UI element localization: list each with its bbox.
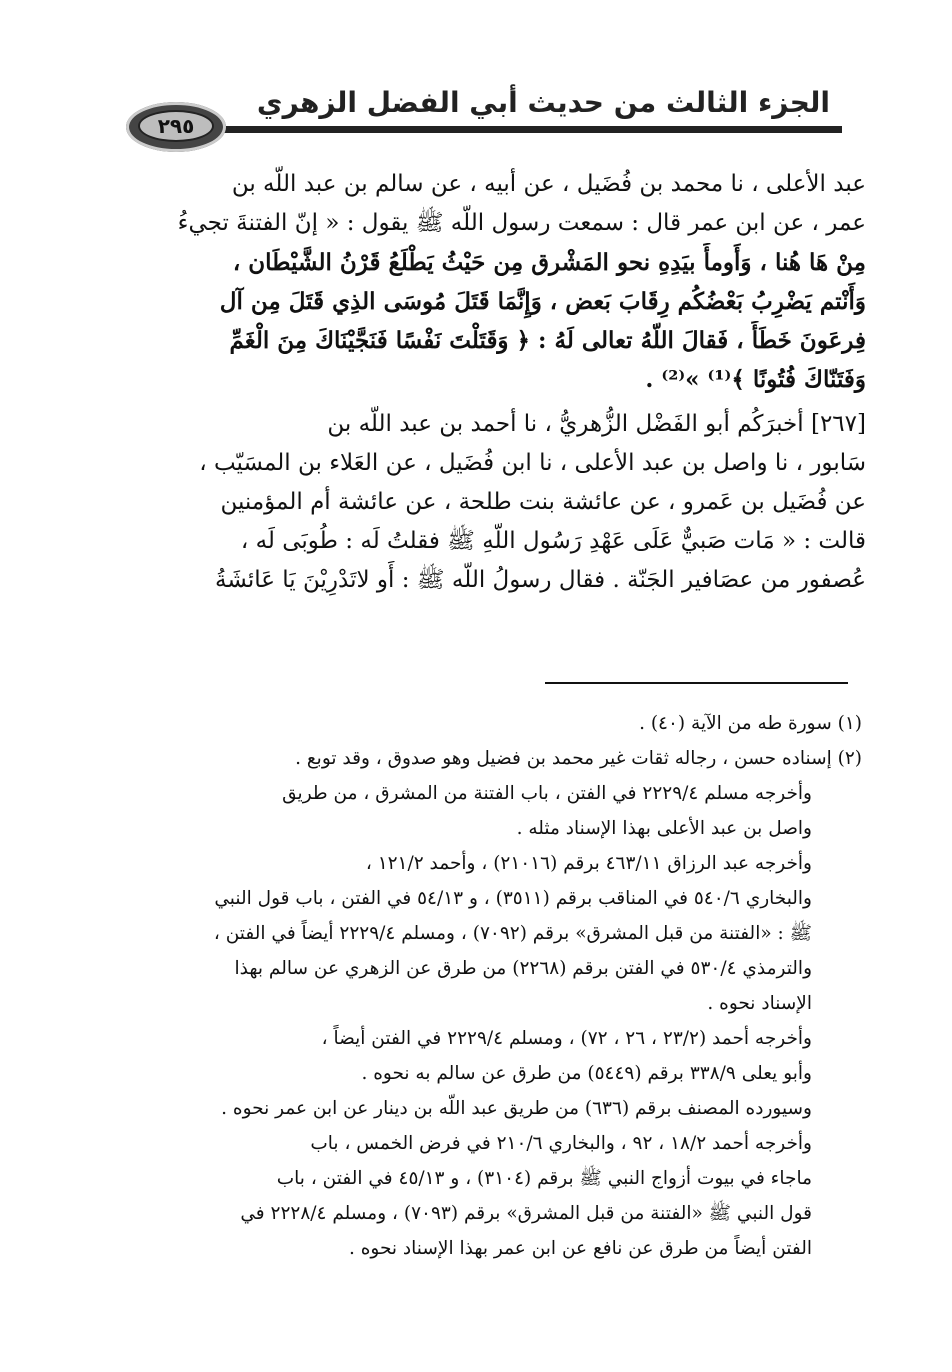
footnote-line: والبخاري ٥٤٠/٦ في المناقب برقم (٣٥١١) ، و ٥٤/١٣ في الفتن ، باب قول النبي [214, 888, 812, 909]
footnote-line: وأخرجه عبد الرزاق ٤٦٣/١١ برقم (٢١٠١٦) ، وأحمد ١٢١/٢ ، [365, 853, 812, 874]
hadith-text-line: وَأَنْتم يَضْرِبُ بَعْضُكُم رِقَابَ بَعض ، وَإِنَّمَا قَتَلَ مُوسَى الذِي قَتَلَ مِن آل [219, 288, 866, 315]
hadith-text-line: مِنْ هَا هُنا ، وَأَومأَ بيَدِهِ نحو المَشْرق مِن حَيْثُ يَطْلَعُ قَرْنُ الشَّيْطَان ، [232, 249, 866, 276]
hadith-text-line: وَفَتَنّاكَ فُتُونًا ﴾⁽¹⁾ »⁽²⁾ . [645, 366, 866, 393]
hadith-text-line: فِرعَونَ خَطَأً ، فَقالَ اللّهُ تعالى لَهُ : ﴿ وَقَتَلْتَ نَفْسًا فَنَجَّيْنَاكَ مِنَ الْغَمِّ [229, 327, 866, 354]
footnotes [90, 706, 862, 1266]
text-line: [٢٦٧] أخبرَكُم أبو الفَضْل الزُّهريُّ ، نا أحمد بن عبد اللّه بن [327, 411, 866, 437]
text-line: قالت : « مَات صَبيٌّ عَلَى عَهْدِ رَسُول اللّهِ ﷺ فقلتُ لَه : طُوبَى لَه ، [240, 528, 866, 554]
footnote-separator [545, 682, 848, 684]
footnote-line: وسيورده المصنف برقم (٦٣٦) من طريق عبد اللّه بن دينار عن ابن عمر نحوه . [221, 1098, 812, 1119]
text-line: عمر ، عن ابن عمر قال : سمعت رسول اللّه ﷺ يقول : « إنّ الفتنةَ تجيءُ [177, 210, 866, 236]
footnote-line: ماجاء في بيوت أزواج النبي ﷺ برقم (٣١٠٤) ، و ٤٥/١٣ في الفتن ، باب [276, 1168, 812, 1189]
text-line: عن فُضَيل بن عَمرو ، عن عائشة بنت طلحة ، عن عائشة أم المؤمنين [220, 489, 866, 515]
footnote-line: قول النبي ﷺ «الفتنة من قبل المشرق» برقم (٧٠٩٣) ، ومسلم ٢٢٢٨/٤ في [240, 1203, 812, 1224]
footnote-line: وأخرجه أحمد ١٨/٢ ، ٩٢ ، والبخاري ٢١٠/٦ في فرض الخمس ، باب [310, 1133, 812, 1154]
footnote-line: والترمذي ٥٣٠/٤ في الفتن برقم (٢٢٦٨) من طرق عن الزهري عن سالم بهذا [234, 958, 812, 979]
footnote-line: واصل بن عبد الأعلى بهذا الإسناد مثله . [516, 818, 812, 839]
header-title: الجزء الثالث من حديث أبي الفضل الزهري [256, 86, 830, 119]
running-header [120, 86, 842, 142]
footnote-line: الإسناد نحوه . [707, 993, 812, 1014]
footnote-line: (٢) إسناده حسن ، رجاله ثقات غير محمد بن فضيل وهو صدوق ، وقد توبع . [295, 748, 862, 769]
main-text [92, 165, 866, 600]
header-rule [200, 126, 842, 133]
page-number-badge [126, 102, 226, 152]
text-line: عُصفور من عصَافير الجَنّة . فقال رسولُ اللّه ﷺ : أَو لاتَدْرِيْنَ يَا عَائشَةُ [215, 567, 866, 593]
page-number: ٢٩٥ [138, 110, 214, 142]
footnote-line: وأخرجه أحمد (٢٣/٢ ، ٢٦ ، ٧٢) ، ومسلم ٢٢٢٩/٤ في الفتن أيضاً ، [321, 1028, 812, 1049]
footnote-line: وأبو يعلى ٣٣٨/٩ برقم (٥٤٤٩) من طرق عن سالم به نحوه . [361, 1063, 812, 1084]
footnote-line: وأخرجه مسلم ٢٢٢٩/٤ في الفتن ، باب الفتنة من المشرق ، من طريق [282, 783, 812, 804]
footnote-line: (١) سورة طه من الآية (٤٠) . [639, 713, 862, 734]
text-line: سَابور ، نا واصل بن عبد الأعلى ، نا ابن فُضَيل ، عن العَلاء بن المسَيّب ، [199, 450, 866, 476]
text-line: عبد الأعلى ، نا محمد بن فُضَيل ، عن أبيه ، عن سالم بن عبد اللّه بن [231, 171, 866, 197]
footnote-line: ﷺ : «الفتنة من قبل المشرق» برقم (٧٠٩٢) ، ومسلم ٢٢٢٩/٤ أيضاً في الفتن ، [213, 923, 812, 944]
footnote-line: الفتن أيضاً من طرق عن نافع عن ابن عمر بهذا الإسناد نحوه . [348, 1238, 812, 1259]
